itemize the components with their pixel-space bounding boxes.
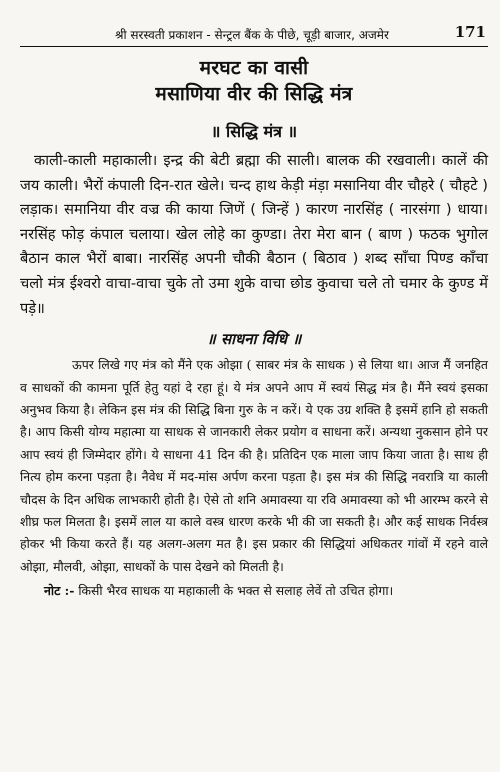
note-label: नोट :-: [44, 583, 75, 599]
mantra-paragraph: काली-काली महाकाली। इन्द्र की बेटी ब्रह्मा की साली। बालक की रखवाली। कालें की जय काली। भैरों कंपाली दिन-रात खेले। चन्द हाथ केड़ी मंड़ा मसानिया वीर चौहरे ( चौहटे ) लड़ाक। समानिया वीर वज्र की काया जिणें ( जिन्हें ) कारण नारसिंह ( नारसंगा ) धाया। नरसिंह फोड़ कंपाल चलाया। खेल लोहे का कुण्डा। तेरा मेरा बान ( बाण ) फठक भुगोल बैठान काल भैरों बाबा। नारसिंह अपनी चौकी बैठान ( बिठाव ) शब्द साँचा पिण्ड काँचा चलो मंत्र ईश्वरो वाचा-वाचा चुके तो उमा शुके वाचा छोड कुवाचा चले तो चमार के कुण्ड में पड़े॥: [20, 152, 488, 317]
sadhana-paragraph: ऊपर लिखे गए मंत्र को मैंने एक ओझा ( साबर मंत्र के साधक ) से लिया था। आज मैं जनहित व साधकों की कामना पूर्ति हेतु यहां दे रहा हूं। ये मंत्र अपने आप में स्वयं सिद्ध मंत्र है। मैंने स्वयं इसका अनुभव किया है। लेकिन इस मंत्र की सिद्धि बिना गुरु के न करें। ये एक उग्र शक्ति है इसमें हानि हो सकती है। आप किसी योग्य महात्मा या साधक से जानकारी लेकर प्रयोग व साधना करें। अन्यथा नुकसान होने पर आप स्वयं ही जिम्मेदार होंगे। ये साधना 41 दिन की है। प्रतिदिन एक माला जाप किया जाता है। साथ ही नित्य होम करना पड़ता है। नैवेध में मद-मांस अर्पण करना पड़ता है। इस मंत्र की सिद्धि नवरात्रि या काली चौदस के दिन अधिक लाभकारी होती है। ऐसे तो शनि अमावस्या या रवि अमावस्या को भी आरम्भ करने से शीघ्र फल मिलता है। इसमें लाल या काले वस्त्र धारण करके भी की जा सकती है। और कई साधक निर्वस्त्र होकर भी किया करते हैं। यह अलग-अलग मत है। इस प्रकार की सिद्धियां अधिकतर गांवों में रहने वाले ओझा, मौलवी, ओझा, साधकों के पास देखने को मिलती है।: [20, 357, 488, 574]
title-line-2: मसाणिया वीर की सिद्धि मंत्र: [155, 83, 353, 105]
note-paragraph: [20, 580, 488, 602]
running-header: [20, 22, 488, 47]
mantra-heading: ॥ सिद्धि मंत्र ॥: [210, 122, 298, 141]
sadhana-heading: ॥ साधना विधि ॥: [206, 330, 302, 349]
page-number: 171: [454, 23, 486, 41]
chapter-title: [20, 55, 488, 107]
publisher-line: श्री सरस्वती प्रकाशन - सेन्ट्रल बैंक के पीछे, चूड़ी बाजार, अजमेर: [115, 28, 389, 42]
title-line-1: मरघट का वासी: [199, 57, 309, 79]
note-text: किसी भैरव साधक या महाकाली के भक्त से सलाह लेवें तो उचित होगा।: [74, 583, 394, 599]
book-page: [20, 22, 488, 762]
